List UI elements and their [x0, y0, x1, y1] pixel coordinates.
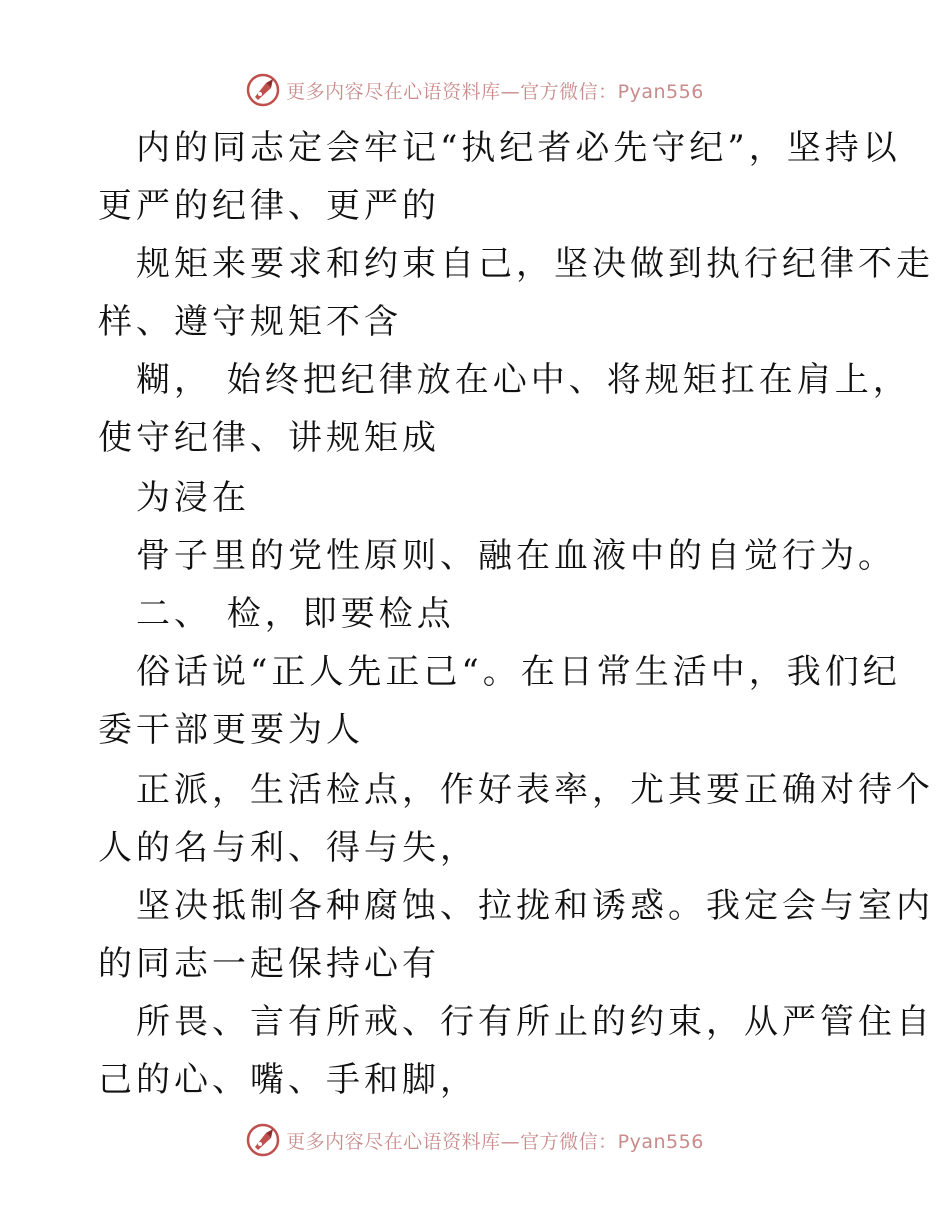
paragraph-line: 所畏、言有所戒、行有所止的约束，从严管住自 [136, 1002, 934, 1042]
paragraph-line: 为浸在 [136, 478, 250, 518]
paragraph-line: 委干部更要为人 [98, 710, 364, 750]
paragraph-line: 坚决抵制各种腐蚀、拉拢和诱惑。我定会与室内 [136, 886, 934, 926]
watermark-text: 更多内容尽在心语资料库—官方微信：Pyan556 [286, 80, 704, 103]
paragraph-line: 骨子里的党性原则、融在血液中的自觉行为。 [136, 536, 896, 576]
pen-nib-logo-icon [246, 1123, 280, 1157]
paragraph-line: 使守纪律、讲规矩成 [98, 418, 440, 458]
paragraph-line: 正派，生活检点，作好表率，尤其要正确对待个 [136, 770, 934, 810]
paragraph-line: 己的心、嘴、手和脚， [98, 1060, 478, 1100]
pen-nib-logo-icon [246, 73, 280, 107]
footer-watermark [0, 1120, 950, 1160]
paragraph-line: 糊， 始终把纪律放在心中、将规矩扛在肩上， [136, 360, 911, 400]
paragraph-line: 俗话说“正人先正己“。在日常生活中，我们纪 [136, 652, 901, 692]
watermark-text: 更多内容尽在心语资料库—官方微信：Pyan556 [286, 1130, 704, 1153]
section-heading: 二、 检，即要检点 [136, 594, 455, 634]
paragraph-line: 规矩来要求和约束自己，坚决做到执行纪律不走 [136, 244, 934, 284]
paragraph-line: 样、遵守规矩不含 [98, 302, 402, 342]
paragraph-line: 人的名与利、得与失， [98, 828, 478, 868]
paragraph-line: 内的同志定会牢记“执纪者必先守纪”，坚持以 [136, 128, 901, 168]
paragraph-line: 更严的纪律、更严的 [98, 186, 440, 226]
header-watermark [0, 70, 950, 110]
paragraph-line: 的同志一起保持心有 [98, 944, 440, 984]
